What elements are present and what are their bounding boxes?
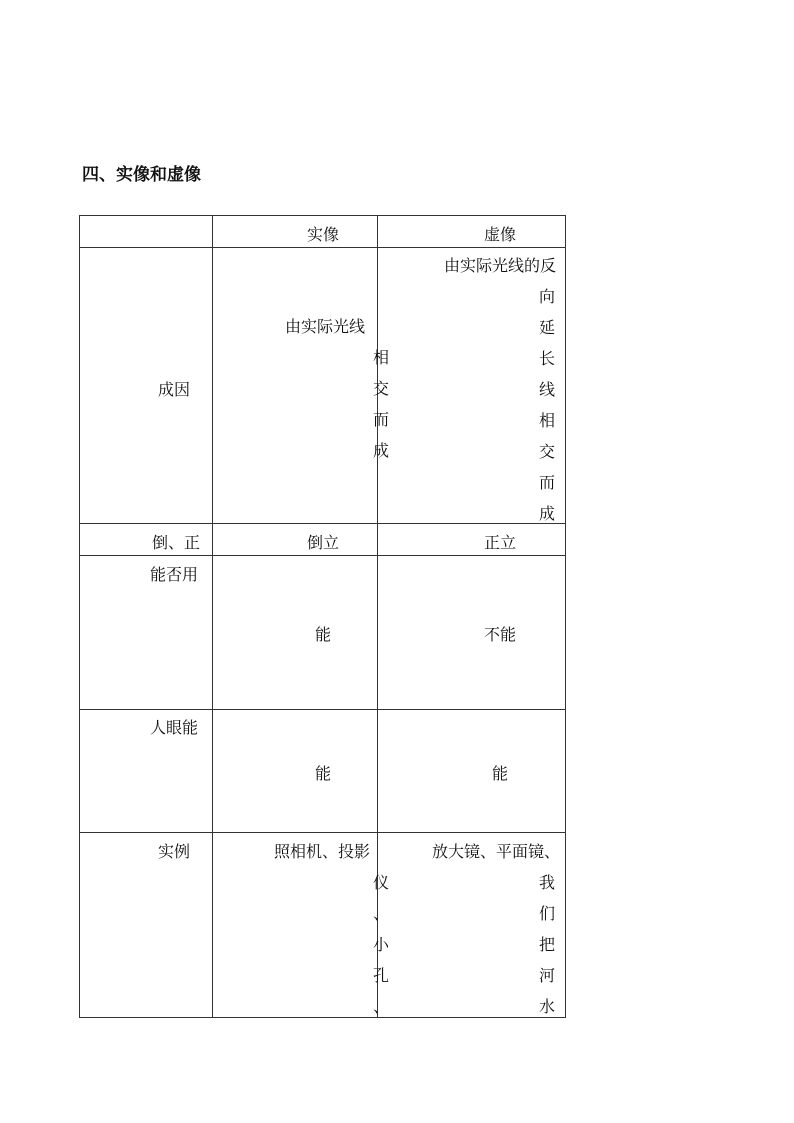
orientation-virtual: 正立 <box>483 533 516 552</box>
char: 河 <box>538 966 555 985</box>
cause-virtual-text: 由实际光线的反 <box>443 256 556 275</box>
examples-real-overflow <box>371 873 389 1017</box>
orientation-real: 倒立 <box>306 533 339 552</box>
row-divider-5 <box>79 832 566 833</box>
char: 把 <box>538 935 555 954</box>
char: 线 <box>538 380 555 399</box>
char: 小 <box>372 935 389 954</box>
char: 相 <box>372 348 389 367</box>
table-border-left <box>79 215 80 1018</box>
examples-real-text: 照相机、投影 <box>273 842 370 861</box>
table-border-bottom <box>79 1017 566 1018</box>
char: 向 <box>538 287 555 306</box>
row-divider-1 <box>79 247 566 248</box>
section-title: 四、实像和虚像 <box>82 165 201 185</box>
char: 而 <box>372 410 389 429</box>
header-virtual: 虚像 <box>483 225 516 244</box>
row-divider-4 <box>79 709 566 710</box>
row-label-examples: 实例 <box>157 842 190 861</box>
examples-virtual-text: 放大镜、平面镜、 <box>431 842 560 861</box>
char: 我 <box>538 873 555 892</box>
char: 们 <box>538 904 555 923</box>
char: 相 <box>538 411 555 430</box>
header-real: 实像 <box>306 225 339 244</box>
row-label-screen: 能否用 <box>149 565 198 584</box>
char: 、 <box>372 997 389 1016</box>
char: 成 <box>538 504 555 523</box>
table-border-top <box>79 215 566 216</box>
char: 延 <box>538 318 555 337</box>
char: 、 <box>372 904 389 923</box>
row-label-eye: 人眼能 <box>149 718 198 737</box>
table-divider-1 <box>212 215 213 1018</box>
eye-virtual: 能 <box>491 764 508 783</box>
row-divider-2 <box>79 523 566 524</box>
row-divider-3 <box>79 555 566 556</box>
char: 长 <box>538 349 555 368</box>
eye-real: 能 <box>314 764 331 783</box>
char: 交 <box>538 442 555 461</box>
char: 孔 <box>372 966 389 985</box>
examples-virtual-vertical <box>537 873 557 1028</box>
cause-real-text: 由实际光线 <box>284 317 365 336</box>
screen-virtual: 不能 <box>483 625 516 644</box>
row-label-orientation: 倒、正 <box>151 533 200 552</box>
cause-virtual-vertical <box>537 287 557 535</box>
screen-real: 能 <box>314 625 331 644</box>
table-border-right <box>565 215 566 1018</box>
char: 而 <box>538 473 555 492</box>
char: 成 <box>372 441 389 460</box>
char: 交 <box>372 379 389 398</box>
char: 水 <box>538 997 555 1016</box>
char: 仪 <box>372 873 389 892</box>
cause-real-overflow <box>371 348 389 472</box>
row-label-cause: 成因 <box>157 380 190 399</box>
